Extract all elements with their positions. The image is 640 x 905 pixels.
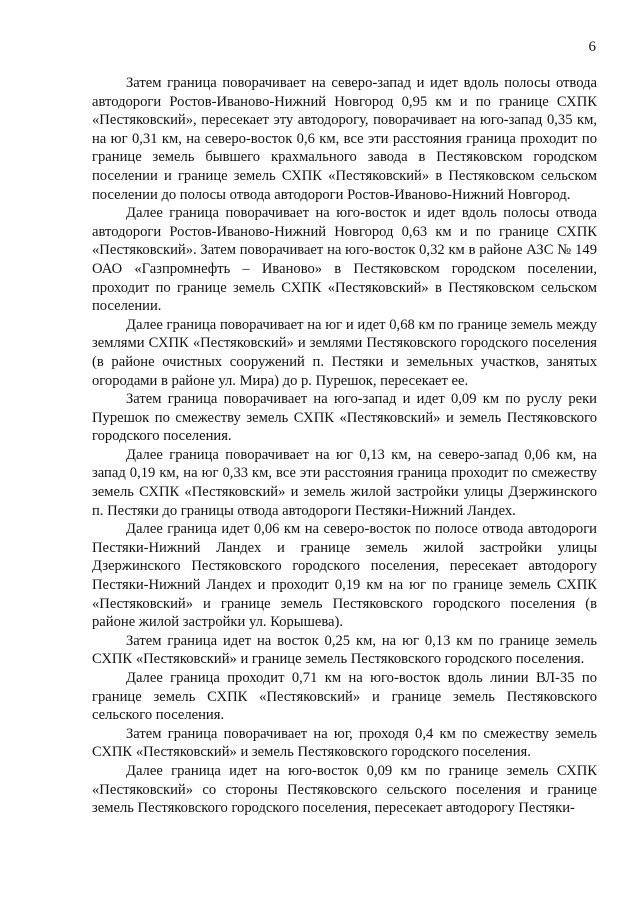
paragraph-10: Далее граница идет на юго-восток 0,09 км по границе земель СХПК «Пестяковский» со стороны Пестяковского сельского поселения и границе земель Пестяковского городского поселения, пересекает автодорогу Пестяки- — [92, 762, 597, 817]
paragraph-7: Затем граница идет на восток 0,25 км, на юг 0,13 км по границе земель СХПК «Пестяковский» и границе земель Пестяковского городского поселения. — [92, 632, 597, 668]
paragraph-2: Далее граница поворачивает на юго-восток и идет вдоль полосы отвода автодороги Ростов-Иваново-Нижний Новгород 0,63 км и по границе СХПК «Пестяковский». Затем поворачивает на юго-восток 0,32 км в районе АЗС № 149 ОАО «Газпромнефть – Иваново» в Пестяковском городском поселении, проходит по границе земель СХПК «Пестяковский» в Пестяковском сельском поселении. — [92, 205, 597, 315]
paragraph-6: Далее граница идет 0,06 км на северо-восток по полосе отвода автодороги Пестяки-Нижний Ландех и границе земель жилой застройки улицы Дзержинского Пестяковского городского поселения, пересекает автодорогу Пестяки-Нижний Ландех и проходит 0,19 км на юг по границе земель СХПК «Пестяковский» и границе земель Пестяковского городского поселения (в районе жилой застройки ул. Корышева). — [92, 521, 597, 631]
paragraph-9: Затем граница поворачивает на юг, проходя 0,4 км по смежеству земель СХПК «Пестяковский» и земель Пестяковского городского поселения. — [92, 725, 597, 761]
page-number: 6 — [588, 39, 596, 55]
paragraph-3: Далее граница поворачивает на юг и идет 0,68 км по границе земель между землями СХПК «Пестяковский» и землями Пестяковского городского поселения (в районе очистных сооружений п. Пестяки и земельных участков, занятых огородами в районе ул. Мира) до р. Пурешок, пересекает ее. — [92, 316, 597, 389]
document-body — [92, 74, 597, 818]
paragraph-8: Далее граница проходит 0,71 км на юго-восток вдоль линии ВЛ-35 по границе земель СХПК «Пестяковский» и границе земель Пестяковского сельского поселения. — [92, 670, 597, 724]
paragraph-5: Далее граница поворачивает на юг 0,13 км, на северо-запад 0,06 км, на запад 0,19 км, на юг 0,33 км, все эти расстояния граница проходит по смежеству земель СХПК «Пестяковский» и земель жилой застройки улицы Дзержинского п. Пестяки до границы отвода автодороги Пестяки-Нижний Ландех. — [92, 446, 597, 519]
paragraph-1: Затем граница поворачивает на северо-запад и идет вдоль полосы отвода автодороги Ростов-Иваново-Нижний Новгород 0,95 км и по границе СХПК «Пестяковский», пересекает эту автодорогу, поворачивает на юго-запад 0,35 км, на юг 0,31 км, на северо-восток 0,6 км, все эти расстояния граница проходит по границе земель бывшего крахмального завода в Пестяковском городском поселении и границе земель СХПК «Пестяковский» в Пестяковском сельском поселении до полосы отвода автодороги Ростов-Иваново-Нижний Новгород. — [92, 75, 597, 203]
paragraph-4: Затем граница поворачивает на юго-запад и идет 0,09 км по руслу реки Пурешок по смежеству земель СХПК «Пестяковский» и земель Пестяковского городского поселения. — [92, 391, 597, 445]
